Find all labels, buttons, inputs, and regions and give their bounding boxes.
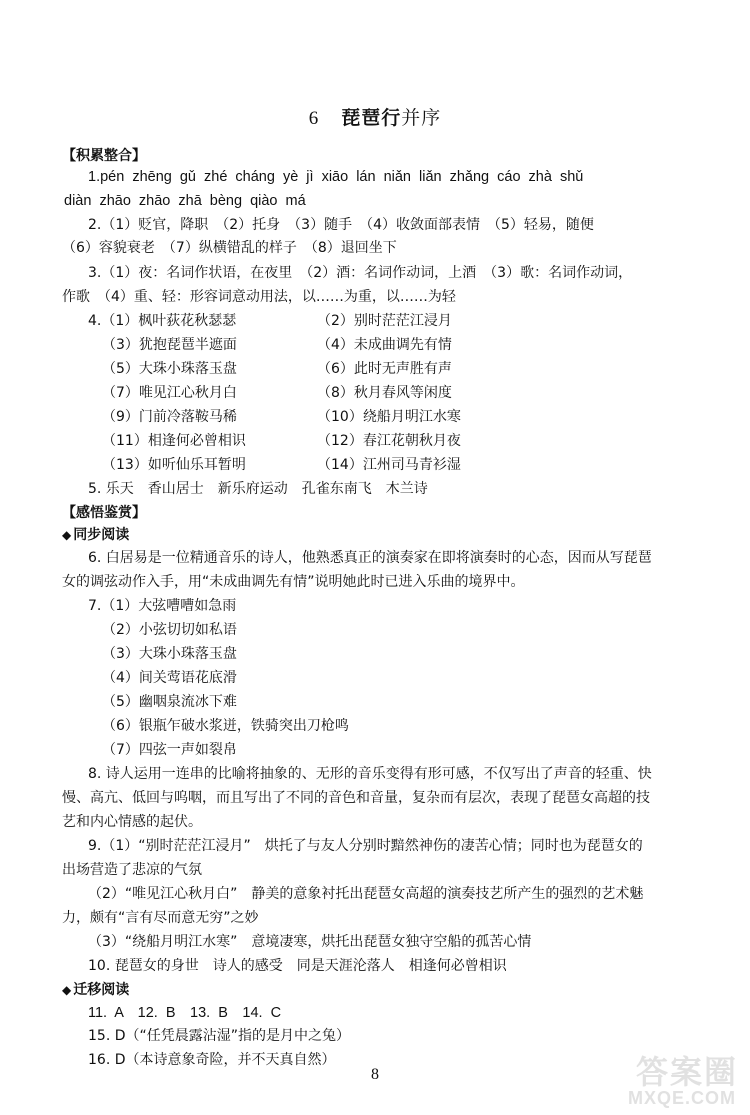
section-header-accumulation: 【积累整合】 xyxy=(62,148,146,164)
q4-item: （14）江州司马青衫湿 xyxy=(317,457,461,473)
diamond-bullet-icon: ◆ xyxy=(62,983,72,997)
q6-line2: 女的调弦动作入手，用“未成曲调先有情”说明她此时已进入乐曲的境界中。 xyxy=(62,574,525,590)
q7-item: 7.（1）大弦嘈嘈如急雨 xyxy=(88,598,237,614)
q10-answer: 10. 琵琶女的身世 诗人的感受 同是天涯沦落人 相逢何必曾相识 xyxy=(88,958,507,974)
q11-14-answers: 11. A 12. B 13. B 14. C xyxy=(88,1005,282,1021)
chapter-title-suffix: 并序 xyxy=(401,107,442,129)
q2-line1: 2.（1）贬官，降职 （2）托身 （3）随手 （4）收敛面部表情 （5）轻易，随便 xyxy=(88,217,594,233)
q2-line2: （6）容貌衰老 （7）纵横错乱的样子 （8）退回坐下 xyxy=(62,240,397,256)
q4-item: （12）春江花朝秋月夜 xyxy=(317,433,461,449)
q4-item: （13）如听仙乐耳暂明 xyxy=(102,457,246,473)
q6-line1: 6. 白居易是一位精通音乐的诗人，他熟悉真正的演奏家在即将演奏时的心态，因而从写琵琶 xyxy=(88,550,652,566)
q4-item: （8）秋月春风等闲度 xyxy=(317,385,452,401)
subsection-label: 迁移阅读 xyxy=(73,982,130,998)
q7-item: （4）间关莺语花底滑 xyxy=(102,670,237,686)
q7-item: （7）四弦一声如裂帛 xyxy=(102,742,237,758)
q4-item: （9）门前冷落鞍马稀 xyxy=(102,409,237,425)
q7-item: （3）大珠小珠落玉盘 xyxy=(102,646,237,662)
q4-item: （7）唯见江心秋月白 xyxy=(102,385,237,401)
watermark-logo xyxy=(588,1047,738,1109)
q3-line2: 作歌 （4）重、轻：形容词意动用法，以……为重，以……为轻 xyxy=(62,289,456,305)
watermark-text-bottom: MXQE.COM xyxy=(627,1088,736,1108)
section-header-appreciation: 【感悟鉴赏】 xyxy=(62,505,146,521)
q9-line2: 出场营造了悲凉的气氛 xyxy=(62,862,202,878)
q9-line5: （3）“绕船月明江水寒” 意境凄寒，烘托出琵琶女独守空船的孤苦心情 xyxy=(88,934,532,950)
q7-item: （2）小弦切切如私语 xyxy=(102,622,237,638)
q4-item: （11）相逢何必曾相识 xyxy=(102,433,246,449)
subsection-label: 同步阅读 xyxy=(73,527,130,543)
chapter-title xyxy=(0,103,750,130)
subsection-transfer-reading xyxy=(62,980,129,1000)
q9-line4: 力，颇有“言有尽而意无穷”之妙 xyxy=(62,910,259,926)
q8-line3: 艺和内心情感的起伏。 xyxy=(62,814,202,830)
page-number: 8 xyxy=(371,1066,379,1083)
q4-item: （4）未成曲调先有情 xyxy=(317,337,452,353)
q1-line1: 1.pén zhēng gǔ zhé cháng yè jì xiāo lán niǎn liǎn zhǎng cáo zhà shǔ xyxy=(88,169,584,185)
subsection-sync-reading xyxy=(62,525,129,545)
chapter-title-main: 琵琶行 xyxy=(341,107,402,129)
watermark-text-top: 答案圈 xyxy=(635,1053,738,1091)
q8-line2: 慢、高亢、低回与呜咽，而且写出了不同的音色和音量，复杂而有层次，表现了琵琶女高超的技 xyxy=(62,790,650,806)
q4-item: （10）绕船月明江水寒 xyxy=(317,409,461,425)
q15-answer: 15. D（“任凭晨露沾湿”指的是月中之兔） xyxy=(88,1028,351,1044)
q3-line1: 3.（1）夜：名词作状语，在夜里 （2）酒：名词作动词，上酒 （3）歌：名词作动词， xyxy=(88,265,633,281)
q7-item: （6）银瓶乍破水浆迸，铁骑突出刀枪鸣 xyxy=(102,718,349,734)
q8-line1: 8. 诗人运用一连串的比喻将抽象的、无形的音乐变得有形可感，不仅写出了声音的轻重、快 xyxy=(88,766,652,782)
q16-answer: 16. D（本诗意象奇险，并不天真自然） xyxy=(88,1052,336,1068)
diamond-bullet-icon: ◆ xyxy=(62,528,72,542)
q9-line3: （2）“唯见江心秋月白” 静美的意象衬托出琵琶女高超的演奏技艺所产生的强烈的艺术魅 xyxy=(88,886,644,902)
chapter-number: 6 xyxy=(308,108,320,129)
q1-line2: diàn zhāo zhāo zhā bèng qiào má xyxy=(64,193,306,209)
q4-item: （5）大珠小珠落玉盘 xyxy=(102,361,237,377)
q4-item: 4.（1）枫叶荻花秋瑟瑟 xyxy=(88,313,237,329)
q4-item: （6）此时无声胜有声 xyxy=(317,361,452,377)
q9-line1: 9.（1）“别时茫茫江浸月” 烘托了与友人分别时黯然神伤的凄苦心情；同时也为琵琶女的 xyxy=(88,838,643,854)
q4-item: （2）别时茫茫江浸月 xyxy=(317,313,452,329)
q5-answer: 5. 乐天 香山居士 新乐府运动 孔雀东南飞 木兰诗 xyxy=(88,481,428,497)
q7-item: （5）幽咽泉流冰下难 xyxy=(102,694,237,710)
q4-item: （3）犹抱琵琶半遮面 xyxy=(102,337,237,353)
